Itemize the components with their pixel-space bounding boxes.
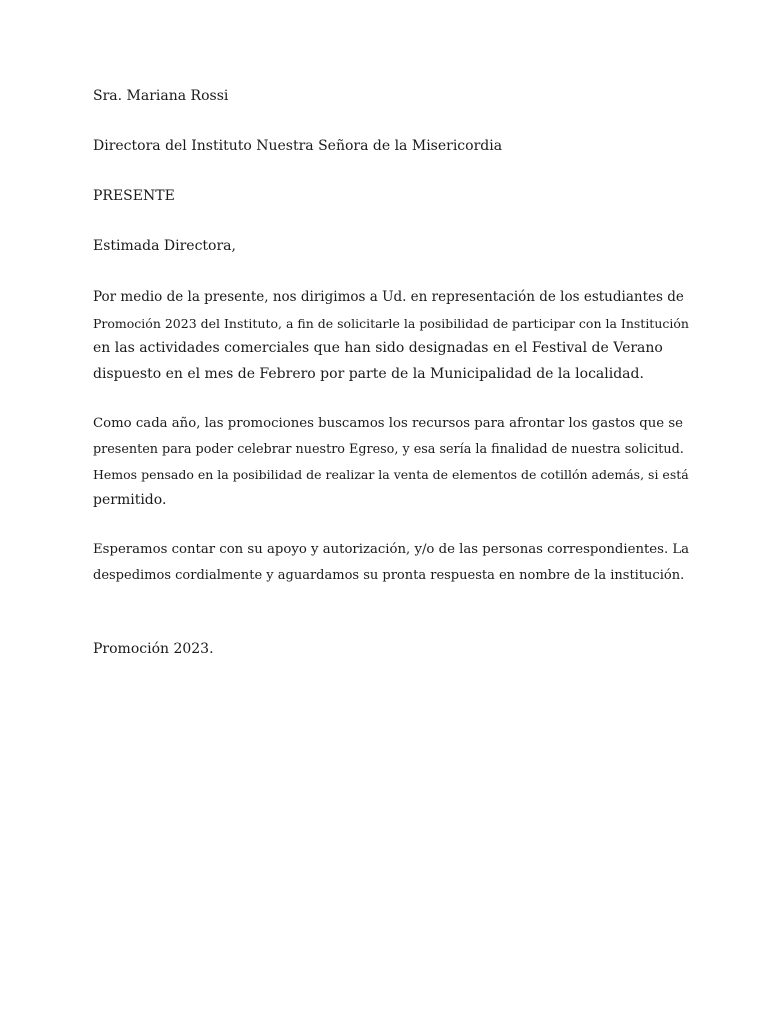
salutation: Estimada Directora, [93, 238, 236, 254]
paragraph-line: en las actividades comerciales que han sido designadas en el Festival de Verano [93, 340, 663, 356]
paragraph-line: dispuesto en el mes de Febrero por parte de la Municipalidad de la localidad. [93, 365, 644, 382]
presente-heading: PRESENTE [93, 188, 175, 204]
paragraph-line: despedimos cordialmente y aguardamos su pronta respuesta en nombre de la institución. [93, 567, 685, 583]
paragraph-line: Esperamos contar con su apoyo y autorización, y/o de las personas correspondientes. La [93, 542, 690, 557]
paragraph-line: Hemos pensado en la posibilidad de realizar la venta de elementos de cotillón además, si está [93, 467, 689, 482]
body-paragraph-1 [93, 285, 693, 387]
paragraph-line: Como cada año, las promociones buscamos los recursos para afrontar los gastos que se [93, 416, 683, 431]
paragraph-line: presenten para poder celebrar nuestro Egreso, y esa sería la finalidad de nuestra solicitud. [93, 441, 684, 457]
recipient-title: Directora del Instituto Nuestra Señora de la Misericordia [93, 138, 503, 154]
paragraph-line: permitido. [93, 491, 167, 508]
body-paragraph-2 [93, 411, 693, 513]
paragraph-line: Por medio de la presente, nos dirigimos a Ud. en representación de los estudiantes de [93, 289, 684, 305]
body-paragraph-3 [93, 537, 693, 588]
signature: Promoción 2023. [93, 641, 214, 657]
paragraph-line: Promoción 2023 del Instituto, a fin de solicitarle la posibilidad de participar con la Institución [93, 315, 689, 331]
recipient-name: Sra. Mariana Rossi [93, 88, 229, 104]
